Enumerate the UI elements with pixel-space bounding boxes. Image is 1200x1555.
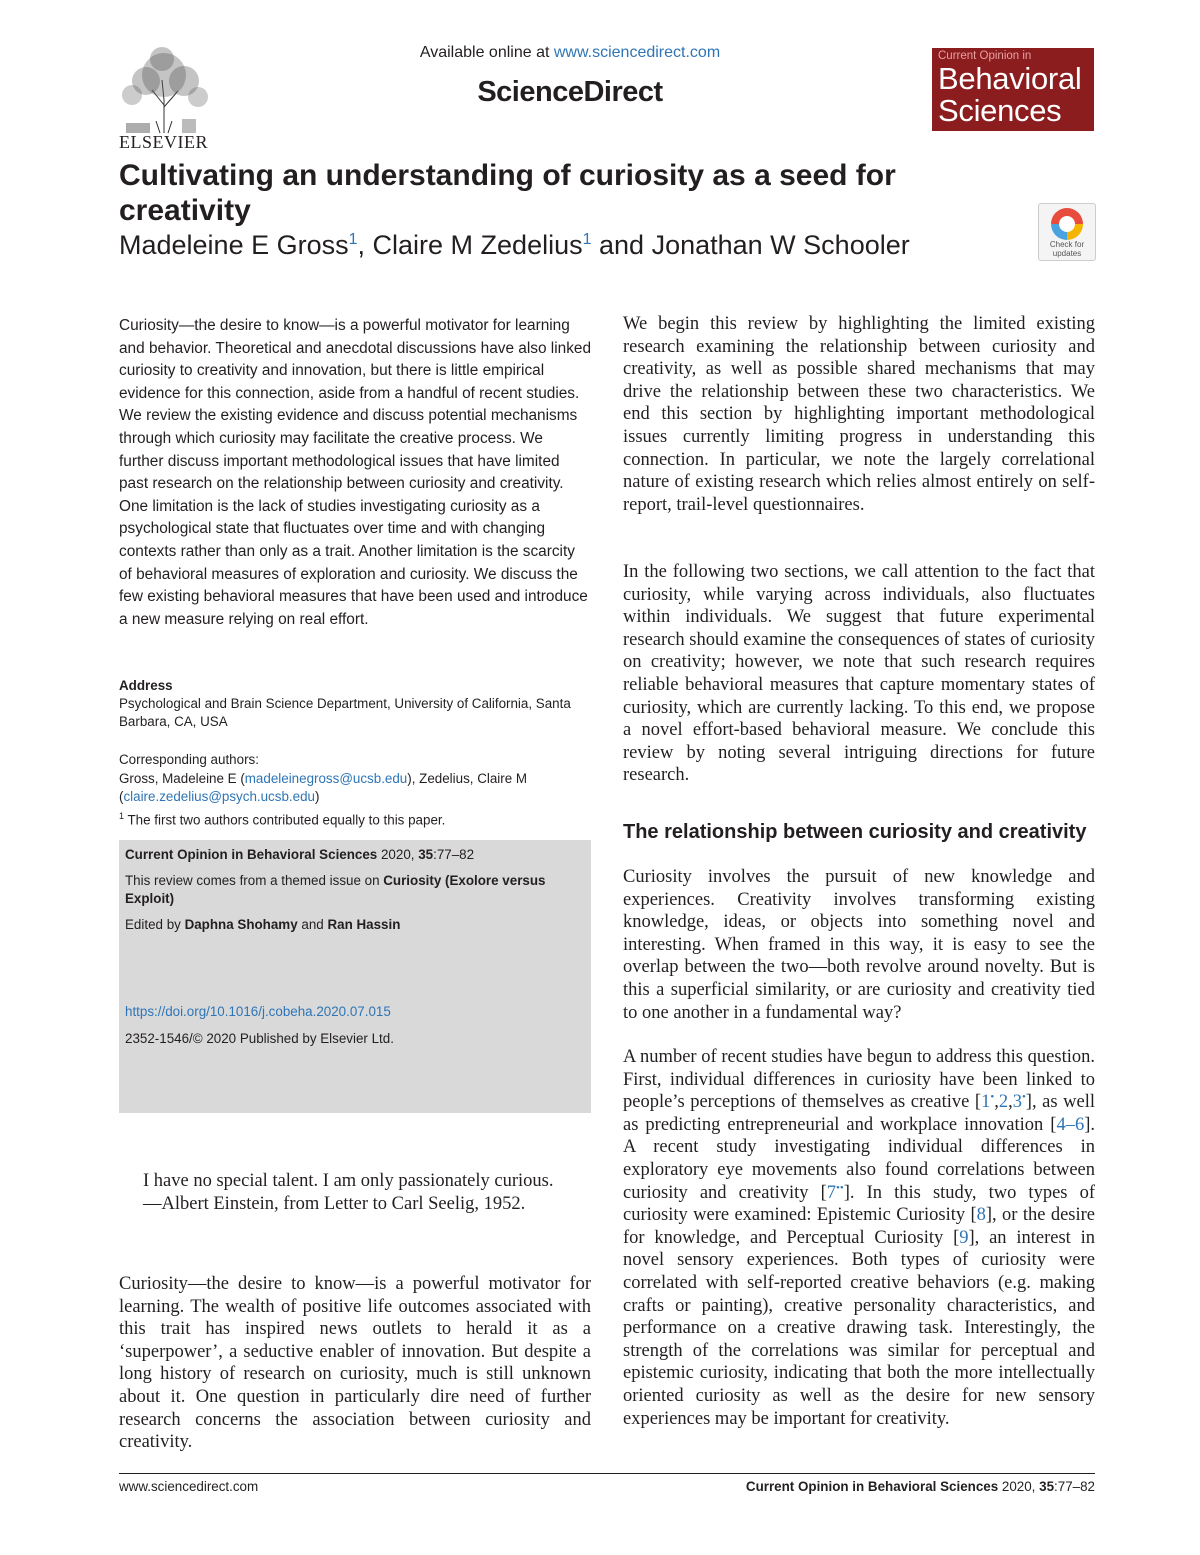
journal-volume: 35 — [418, 847, 434, 862]
author-3: Jonathan W Schooler — [651, 230, 910, 260]
journal-badge — [932, 48, 1094, 131]
reference-separator: , — [1008, 1092, 1013, 1113]
paragraph-text: A number of recent studies have begun to address this question. First, individual differences in curiosity have been linked to people’s perceptions of themselves as creative [ — [623, 1047, 1095, 1113]
available-prefix: Available online at — [419, 44, 554, 61]
sciencedirect-link[interactable]: www.sciencedirect.com — [553, 44, 721, 61]
reference-separator: , — [994, 1092, 999, 1113]
corresponding-authors — [119, 751, 591, 829]
journal-name: Current Opinion in Behavioral Sciences — [125, 847, 378, 862]
footer-citation — [746, 1479, 1095, 1494]
body-paragraph: We begin this review by highlighting the limited existing research examining the relationship between curiosity and creativity, as well as possible shared mechanisms that may drive the relationship between these two characteristics. We end this section by highlighting important methodological issues currently limiting progress in understanding this connection. In particular, we note the largely correlational nature of existing research which relies almost entirely on self-report, trail-level questionnaires. — [623, 314, 1095, 515]
journal-badge-small: Current Opinion in — [938, 50, 1032, 62]
article-title: Cultivating an understanding of curiosity as a seed for creativity — [119, 159, 896, 227]
author-1-footnote[interactable]: 1 — [348, 231, 358, 248]
check-for-updates-button[interactable] — [1038, 203, 1096, 261]
paragraph-text: ], or the desire for knowledge, and Perceptual Curiosity [ — [623, 1205, 1095, 1248]
reference-mark: • — [1021, 1091, 1026, 1104]
epigraph — [143, 1170, 568, 1215]
journal-badge-line1: Behavioral — [938, 61, 1082, 96]
paragraph-text: ], an interest in novel sensory experiences. Both types of curiosity were correlated with self-reported creative behaviors (e.g. making crafts or painting), creative personality characteristics, and performance on a creative drawing task. Interestingly, the strength of the correlations was similar for perceptual and epistemic curiosity, indicating that both the more intellectually oriented curiosity as well as the desire for new sensory experiences may be important for creativity. — [623, 1227, 1095, 1429]
abstract: Curiosity—the desire to know—is a powerful motivator for learning and behavior. Theoretical and anecdotal discussions have also linked curiosity to creativity and innovation, but there is little empirical evidence for this connection, aside from a handful of recent studies. We review the existing evidence and discuss potential mechanisms through which curiosity may facilitate the creative process. We further discuss important methodological issues that have limited past research on the relationship between curiosity and creativity. One limitation is the lack of studies investigating curiosity as a psychological state that fluctuates over time and with changing contexts rather than only as a trait. Another limitation is the scarcity of behavioral measures of exploration and curiosity. We discuss the few existing behavioral measures that have been used and introduce a new measure relying on real effort. — [119, 317, 592, 628]
email-link-gross[interactable]: madeleinegross@ucsb.edu — [244, 770, 408, 786]
journal-pages: :77–82 — [433, 847, 475, 862]
footnote-text: The first two authors contributed equally to this paper. — [127, 811, 446, 827]
epigraph-attribution: —Albert Einstein, from Letter to Carl Seelig, 1952. — [143, 1193, 526, 1214]
epigraph-text: I have no special talent. I am only passionately curious. — [143, 1171, 554, 1191]
author-separator: , — [357, 230, 373, 260]
themed-issue — [125, 872, 585, 908]
footer-divider — [119, 1473, 1095, 1474]
article-info-box — [119, 840, 591, 1113]
author-list — [119, 230, 910, 261]
reference-link[interactable]: 9 — [959, 1227, 969, 1248]
address-text: Psychological and Brain Science Department, University of California, Santa Barbara, CA, USA — [119, 696, 571, 729]
check-updates-label-2: updates — [1052, 249, 1082, 258]
edited-prefix: Edited by — [125, 917, 185, 932]
editor-1: Daphna Shohamy — [184, 917, 298, 932]
paren: ( — [119, 789, 124, 804]
reference-link[interactable]: 7 — [826, 1182, 837, 1203]
author-separator: and — [591, 230, 652, 260]
corresponding-name-2: ), Zedelius, Claire M — [407, 770, 528, 786]
check-updates-icon — [1051, 208, 1083, 240]
reference-mark: •• — [836, 1181, 844, 1194]
body-paragraph: Curiosity involves the pursuit of new knowledge and experiences. Creativity involves transforming existing knowledge, ideas, or objects into something novel and interesting. When framed in this way, it is easy to see the overlap between the two—both revolve around novelty. But is this a superficial similarity, or are curiosity and creativity tied to one another in a fundamental way? — [623, 867, 1095, 1023]
footer-website: www.sciencedirect.com — [119, 1479, 259, 1494]
author-1: Madeleine E Gross — [119, 230, 349, 260]
themed-topic: Curiosity (Exolore versus Exploit) — [125, 873, 546, 906]
paren: ) — [314, 789, 320, 804]
edited-and: and — [297, 917, 328, 932]
reference-link[interactable]: 4–6 — [1056, 1114, 1085, 1135]
address-heading: Address — [119, 678, 173, 693]
issn-copyright: 2352-1546/© 2020 Published by Elsevier Ltd. — [125, 1031, 394, 1046]
journal-badge-line2: Sciences — [938, 93, 1062, 128]
paragraph-text: ], as well as predicting entrepreneurial and workplace innovation [ — [623, 1092, 1095, 1135]
paragraph-text: ]. A recent study investigating individual differences in exploratory eye movements also found correlations between curiosity and creativity [ — [623, 1114, 1095, 1203]
intro-paragraph: Curiosity—the desire to know—is a powerful motivator for learning. The wealth of positive life outcomes associated with this trait has inspired news outlets to herald it as a ‘superpower’, a seductive enabler of innovation. But despite a long history of research on curiosity, much is still unknown about it. One question in particularly dire need of further research concerns the association between curiosity and creativity. — [119, 1274, 591, 1453]
doi-link[interactable]: https://doi.org/10.1016/j.cobeha.2020.07.015 — [125, 1004, 391, 1019]
footer-pages: :77–82 — [1054, 1479, 1095, 1494]
journal-citation — [125, 847, 585, 862]
reference-link[interactable]: 8 — [976, 1205, 986, 1226]
edited-by — [125, 917, 585, 932]
author-2-footnote[interactable]: 1 — [582, 231, 592, 248]
footer-journal: Current Opinion in Behavioral Sciences — [745, 1479, 999, 1494]
body-paragraph — [623, 1046, 1095, 1430]
section-heading: The relationship between curiosity and creativity — [623, 821, 1087, 843]
author-2: Claire M Zedelius — [372, 230, 583, 260]
corresponding-heading: Corresponding authors: — [119, 752, 259, 767]
footnote-mark: 1 — [119, 810, 125, 821]
email-link-zedelius[interactable]: claire.zedelius@psych.ucsb.edu — [123, 789, 315, 804]
sciencedirect-brand: ScienceDirect — [477, 76, 663, 108]
paragraph-text: ]. In this study, two types of curiosity were examined: Epistemic Curiosity [ — [623, 1182, 1095, 1226]
corresponding-name-1: Gross, Madeleine E ( — [119, 770, 245, 786]
editor-2: Ran Hassin — [327, 917, 401, 932]
reference-mark: • — [990, 1091, 995, 1104]
reference-link[interactable]: 3 — [1012, 1092, 1022, 1113]
reference-link[interactable]: 1 — [981, 1092, 991, 1113]
journal-year: 2020, — [377, 847, 419, 862]
publisher-name: ELSEVIER — [119, 132, 208, 152]
footer-year: 2020, — [998, 1479, 1040, 1494]
reference-link[interactable]: 2 — [998, 1092, 1009, 1113]
body-paragraph: In the following two sections, we call attention to the fact that curiosity, while varying across individuals, also fluctuates within individuals. We suggest that future experimental research should examine the consequences of states of curiosity on creativity; however, we note that such research requires reliable behavioral measures that capture momentary states of curiosity, which are currently lacking. To this end, we propose a novel effort-based behavioral measure. We conclude this review by noting several intriguing directions for future research. — [623, 562, 1095, 786]
themed-prefix: This review comes from a themed issue on — [125, 873, 384, 888]
check-updates-label-1: Check for — [1049, 240, 1085, 249]
footer-volume: 35 — [1039, 1479, 1055, 1494]
address-block — [119, 677, 591, 731]
